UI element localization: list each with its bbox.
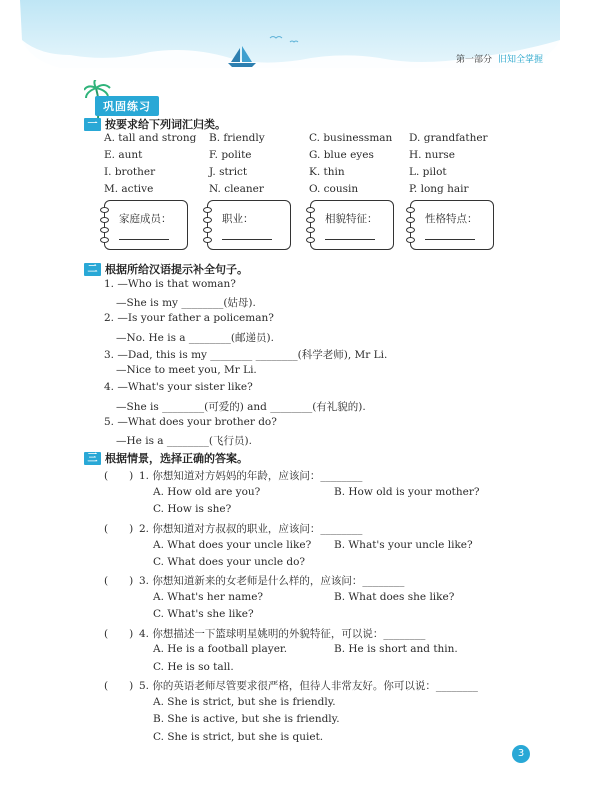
category-card-appearance	[310, 200, 394, 250]
word-p: P. long hair	[409, 183, 469, 195]
word-k: K. thin	[309, 166, 345, 178]
category-card-job	[207, 200, 291, 250]
answer-paren[interactable]: ( )	[104, 680, 134, 692]
option-a: A. How old are you?	[153, 486, 261, 498]
header-section-label	[456, 52, 543, 65]
part-label: 第一部分	[455, 55, 492, 65]
section-3-number: 三	[84, 452, 101, 465]
word-h: H. nurse	[409, 149, 455, 161]
header-decoration	[0, 0, 601, 78]
section-3-title: 根据情景，选择正确的答案。	[105, 452, 248, 465]
option-a: A. He is a football player.	[153, 643, 288, 655]
s2-line: 1. —Who is that woman?	[104, 278, 236, 290]
word-b: B. friendly	[209, 132, 265, 144]
section-3-heading	[84, 450, 248, 466]
answer-blank[interactable]	[425, 239, 475, 240]
s2-line: —Nice to meet you, Mr Li.	[116, 364, 257, 376]
answer-blank[interactable]	[325, 239, 375, 240]
answer-blank[interactable]	[222, 239, 272, 240]
s2-line: 2. —Is your father a policeman?	[104, 312, 274, 324]
page-number: 3	[512, 745, 530, 763]
section-2-title: 根据所给汉语提示补全句子。	[105, 263, 248, 276]
s2-line: —She is ________(可爱的) and ________(有礼貌的).	[116, 401, 366, 413]
section-1-heading	[84, 116, 226, 132]
option-c: C. He is so tall.	[153, 661, 234, 673]
s2-line: —No. He is a ________(邮递员).	[116, 332, 274, 344]
card-caption: 性格特点：	[425, 213, 478, 225]
option-b: B. How old is your mother?	[334, 486, 480, 498]
word-m: M. active	[104, 183, 154, 195]
option-c: C. What's she like?	[153, 608, 254, 620]
word-i: I. brother	[104, 166, 156, 178]
q-stem: 4. 你想描述一下篮球明星姚明的外貌特征，可以说：________	[139, 628, 426, 640]
s2-line: —He is a ________(飞行员).	[116, 435, 252, 447]
card-caption: 职业：	[222, 213, 254, 225]
section-1-number: 一	[84, 118, 101, 131]
q-stem: 3. 你想知道新来的女老师是什么样的，应该问：________	[139, 575, 405, 587]
answer-paren[interactable]: ( )	[104, 575, 134, 587]
word-o: O. cousin	[309, 183, 359, 195]
option-b: B. She is active, but she is friendly.	[153, 713, 340, 725]
answer-paren[interactable]: ( )	[104, 523, 134, 535]
card-caption: 家庭成员：	[119, 213, 172, 225]
option-a: A. What does your uncle like?	[153, 539, 312, 551]
q-stem: 1. 你想知道对方妈妈的年龄，应该问：________	[139, 470, 363, 482]
word-a: A. tall and strong	[104, 132, 197, 144]
word-n: N. cleaner	[209, 183, 264, 195]
word-j: J. strict	[209, 166, 248, 178]
practice-title: 巩固练习	[95, 96, 159, 116]
s2-line: —She is my ________(姑母).	[116, 297, 256, 309]
card-caption: 相貌特征：	[325, 213, 378, 225]
s2-line: 4. —What's your sister like?	[104, 381, 253, 393]
category-card-personality	[410, 200, 494, 250]
s2-line: 5. —What does your brother do?	[104, 416, 277, 428]
category-card-family	[104, 200, 188, 250]
word-d: D. grandfather	[409, 132, 488, 144]
option-c: C. What does your uncle do?	[153, 556, 306, 568]
answer-paren[interactable]: ( )	[104, 470, 134, 482]
option-a: A. What's her name?	[153, 591, 264, 603]
q-stem: 5. 你的英语老师尽管要求很严格，但待人非常友好。你可以说：________	[139, 680, 478, 692]
part-subtitle: 旧知全掌握	[497, 55, 543, 65]
q-stem: 2. 你想知道对方叔叔的职业，应该问：________	[139, 523, 363, 535]
section-2-heading	[84, 261, 248, 277]
option-a: A. She is strict, but she is friendly.	[153, 696, 336, 708]
option-c: C. How is she?	[153, 503, 232, 515]
word-l: L. pilot	[409, 166, 447, 178]
word-g: G. blue eyes	[309, 149, 374, 161]
word-c: C. businessman	[309, 132, 393, 144]
answer-blank[interactable]	[119, 239, 169, 240]
s2-line: 3. —Dad, this is my ________ ________(科学老师), Mr Li.	[104, 349, 388, 361]
word-f: F. polite	[209, 149, 252, 161]
option-c: C. She is strict, but she is quiet.	[153, 731, 324, 743]
word-e: E. aunt	[104, 149, 143, 161]
option-b: B. He is short and thin.	[334, 643, 458, 655]
option-b: B. What does she like?	[334, 591, 455, 603]
answer-paren[interactable]: ( )	[104, 628, 134, 640]
section-2-number: 二	[84, 263, 101, 276]
section-1-title: 按要求给下列词汇归类。	[105, 118, 226, 131]
option-b: B. What's your uncle like?	[334, 539, 473, 551]
